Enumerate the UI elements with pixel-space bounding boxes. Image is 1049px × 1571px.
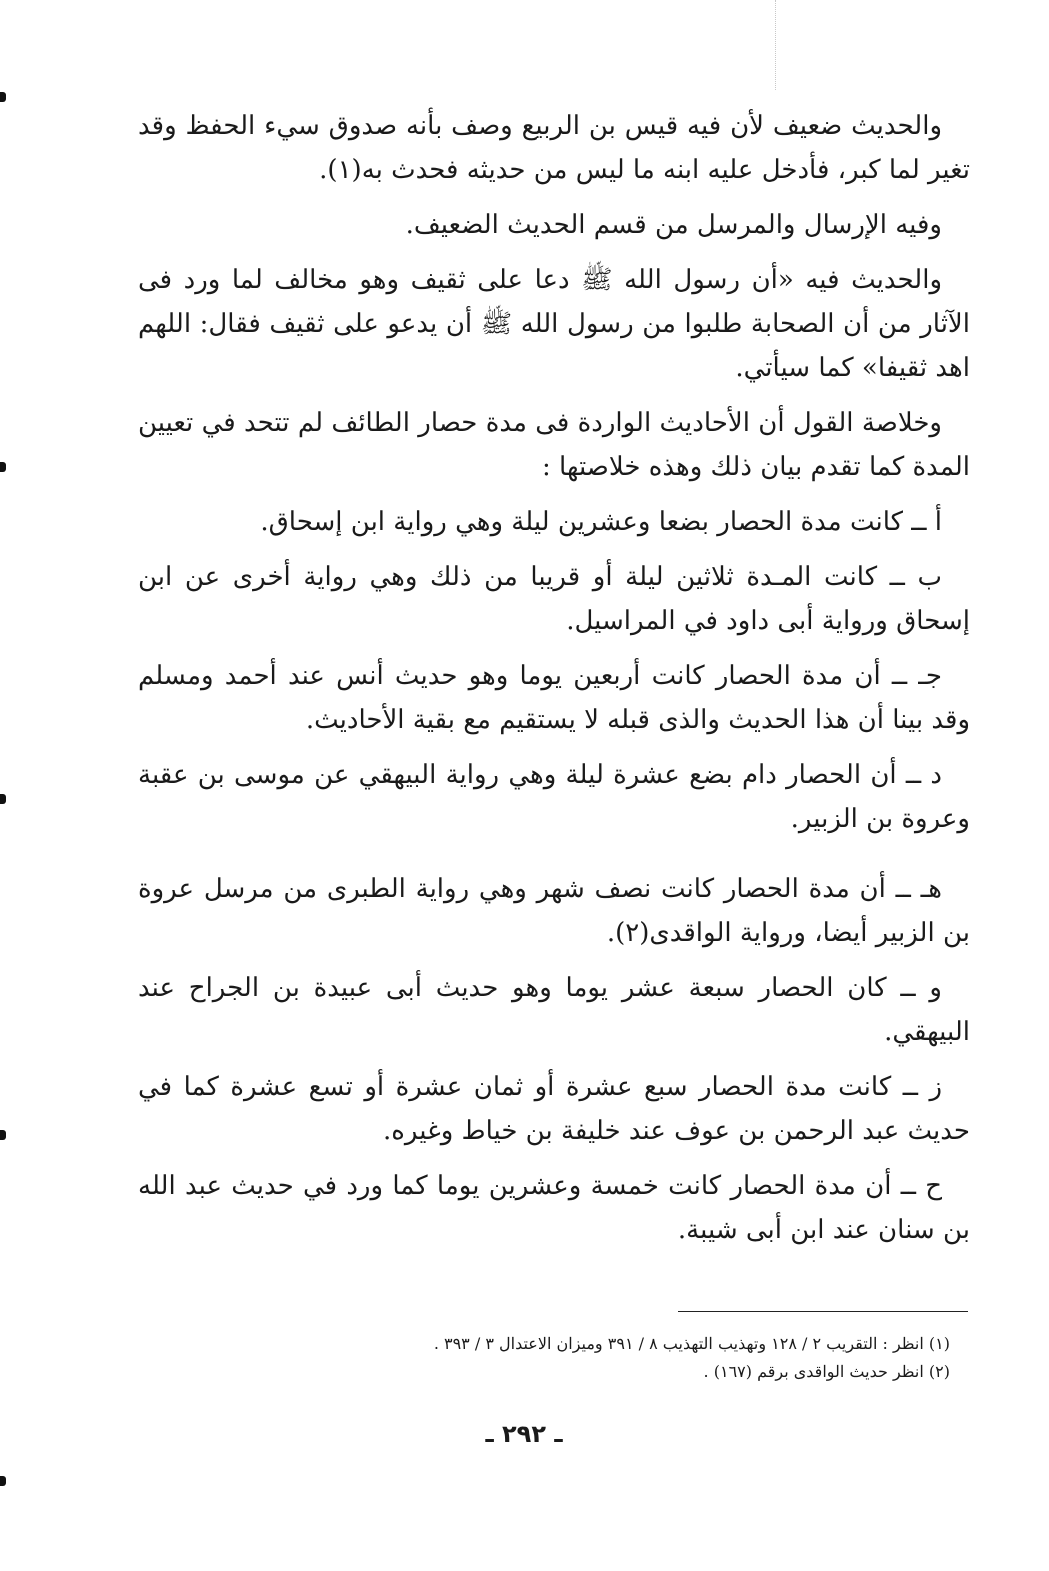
paragraph: والحديث فيه «أن رسول الله ﷺ دعا على ثقيف وهو مخالف لما ورد فى الآثار من أن الصحابة طلبوا من رسول الله ﷺ أن يدعو على ثقيف فقال: اللهم اهد ثقيفا» كما سيأتي.: [138, 265, 970, 383]
margin-mark: [0, 462, 6, 472]
list-item: هـ ــ أن مدة الحصار كانت نصف شهر وهي رواية الطبرى من مرسل عروة بن الزبير أيضا، ورواية الواقدى(٢).: [138, 874, 970, 948]
footnote-separator: [678, 1311, 968, 1312]
list-item: ب ــ كانت المـدة ثلاثين ليلة أو قريبا من ذلك وهي رواية أخرى عن ابن إسحاق ورواية أبى داود في المراسيل.: [138, 562, 970, 636]
list-item: د ــ أن الحصار دام بضع عشرة ليلة وهي رواية البيهقي عن موسى بن عقبة وعروة بن الزبير.: [138, 760, 970, 834]
paragraph: وخلاصة القول أن الأحاديث الواردة فى مدة حصار الطائف لم تتحد في تعيين المدة كما تقدم بيان ذلك وهذه خلاصتها :: [138, 408, 970, 482]
footnote: (١) انظر : التقريب ٢ / ١٢٨ وتهذيب التهذيب ٨ / ٣٩١ وميزان الاعتدال ٣ / ٣٩٣ .: [433, 1334, 950, 1353]
list-item: جـ ــ أن مدة الحصار كانت أربعين يوما وهو حديث أنس عند أحمد ومسلم وقد بينا أن هذا الحديث والذى قبله لا يستقيم مع بقية الأحاديث.: [138, 661, 970, 735]
page-number: ـ ٢٩٢ ـ: [485, 1420, 563, 1448]
margin-mark: [0, 1130, 6, 1140]
list-item: أ ــ كانت مدة الحصار بضعا وعشرين ليلة وهي رواية ابن إسحاق.: [260, 507, 942, 537]
list-item: ز ــ كانت مدة الحصار سبع عشرة أو ثمان عشرة أو تسع عشرة كما في حديث عبد الرحمن بن عوف عند خليفة بن خياط وغيره.: [138, 1072, 970, 1146]
footnote: (٢) انظر حديث الواقدى برقم (١٦٧) .: [703, 1362, 950, 1381]
body-text: [138, 104, 970, 1263]
paragraph: والحديث ضعيف لأن فيه قيس بن الربيع وصف بأنه صدوق سيء الحفظ وقد تغير لما كبر، فأدخل عليه ابنه ما ليس من حديثه فحدث به(١).: [138, 111, 970, 185]
page-fold-line: [775, 0, 776, 90]
margin-mark: [0, 794, 6, 804]
list-item: ح ــ أن مدة الحصار كانت خمسة وعشرين يوما كما ورد في حديث عبد الله بن سنان عند ابن أبى شيبة.: [138, 1171, 970, 1245]
paragraph: وفيه الإرسال والمرسل من قسم الحديث الضعيف.: [405, 210, 942, 240]
margin-mark: [0, 1476, 6, 1486]
margin-mark: [0, 92, 6, 102]
list-item: و ــ كان الحصار سبعة عشر يوما وهو حديث أبى عبيدة بن الجراح عند البيهقي.: [138, 973, 970, 1047]
footnotes: [250, 1330, 950, 1386]
